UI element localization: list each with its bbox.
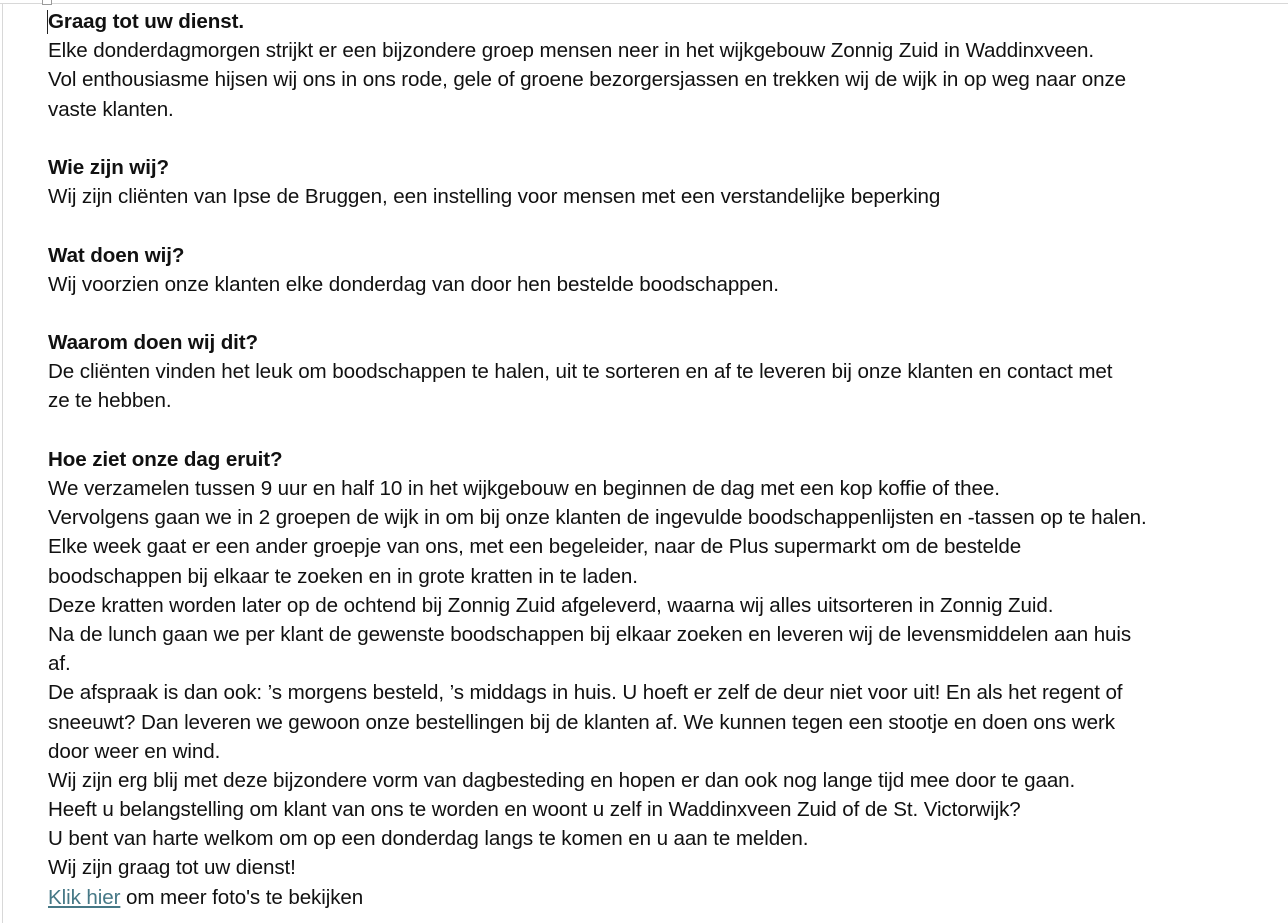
- paragraph-line: Wij zijn erg blij met deze bijzondere vorm van dagbesteding en hopen er dan ook nog lange tijd mee door te gaan.: [48, 768, 1076, 792]
- heading-onze-dag: Hoe ziet onze dag eruit?: [48, 447, 283, 471]
- paragraph-line: Wij zijn cliënten van Ipse de Bruggen, een instelling voor mensen met een verstandelijke beperking: [48, 185, 941, 209]
- margin-corner-marker: [42, 0, 52, 5]
- page-left-border: [2, 3, 3, 923]
- paragraph-line: boodschappen bij elkaar te zoeken en in grote kratten in te laden.: [48, 564, 638, 588]
- photos-link[interactable]: Klik hier: [48, 885, 121, 909]
- heading-intro: Graag tot uw dienst.: [48, 10, 244, 33]
- paragraph-line: sneeuwt? Dan leveren we gewoon onze bestellingen bij de klanten af. We kunnen tegen een stootje en doen ons werk: [48, 710, 1115, 734]
- paragraph-line: U bent van harte welkom om op een donderdag langs te komen en u aan te melden.: [48, 827, 809, 851]
- paragraph-line: Vol enthousiasme hijsen wij ons in ons rode, gele of groene bezorgersjassen en trekken wij de wijk in op weg naar onze: [48, 68, 1127, 92]
- paragraph-line: Elke week gaat er een ander groepje van ons, met een begeleider, naar de Plus supermarkt om de bestelde: [48, 535, 1022, 559]
- paragraph-line: ze te hebben.: [48, 389, 172, 413]
- paragraph-line: Deze kratten worden later op de ochtend bij Zonnig Zuid afgeleverd, waarna wij alles uitsorteren in Zonnig Zuid.: [48, 593, 1054, 617]
- empty-line: [48, 211, 1288, 240]
- document-body[interactable]: [48, 7, 1288, 912]
- empty-line: [48, 124, 1288, 153]
- empty-line: [48, 416, 1288, 445]
- empty-line: [48, 299, 1288, 328]
- paragraph-line: We verzamelen tussen 9 uur en half 10 in het wijkgebouw en beginnen de dag met een kop koffie of thee.: [48, 477, 1000, 500]
- paragraph-line: Heeft u belangstelling om klant van ons te worden en woont u zelf in Waddinxveen Zuid of de St. Victorwijk?: [48, 798, 1021, 822]
- paragraph-line: door weer en wind.: [48, 739, 221, 763]
- paragraph-line: Na de lunch gaan we per klant de gewenste boodschappen bij elkaar zoeken en leveren wij de levensmiddelen aan huis: [48, 622, 1132, 646]
- footer-rest-text: om meer foto's te bekijken: [120, 885, 364, 909]
- paragraph-line: Vervolgens gaan we in 2 groepen de wijk in om bij onze klanten de ingevulde boodschappenlijsten en -tassen op te halen.: [48, 506, 1147, 530]
- page-top-border: [0, 3, 1288, 4]
- paragraph-line: vaste klanten.: [48, 97, 174, 121]
- paragraph-line: Elke donderdagmorgen strijkt er een bijzondere groep mensen neer in het wijkgebouw Zonnig Zuid in Waddinxveen.: [48, 39, 1094, 63]
- paragraph-line: De afspraak is dan ook: ’s morgens besteld, ’s middags in huis. U hoeft er zelf de deur niet voor uit! En als het regent of: [48, 681, 1123, 705]
- heading-waarom: Waarom doen wij dit?: [48, 331, 259, 355]
- paragraph-line: De cliënten vinden het leuk om boodschappen te halen, uit te sorteren en af te leveren bij onze klanten en contact met: [48, 360, 1113, 384]
- footer-line: [48, 883, 1288, 912]
- heading-wie-zijn-wij: Wie zijn wij?: [48, 155, 169, 179]
- paragraph-line: Wij zijn graag tot uw dienst!: [48, 856, 296, 880]
- paragraph-line: Wij voorzien onze klanten elke donderdag van door hen bestelde boodschappen.: [48, 272, 779, 296]
- paragraph-line: af.: [48, 652, 71, 676]
- heading-wat-doen-wij: Wat doen wij?: [48, 243, 185, 267]
